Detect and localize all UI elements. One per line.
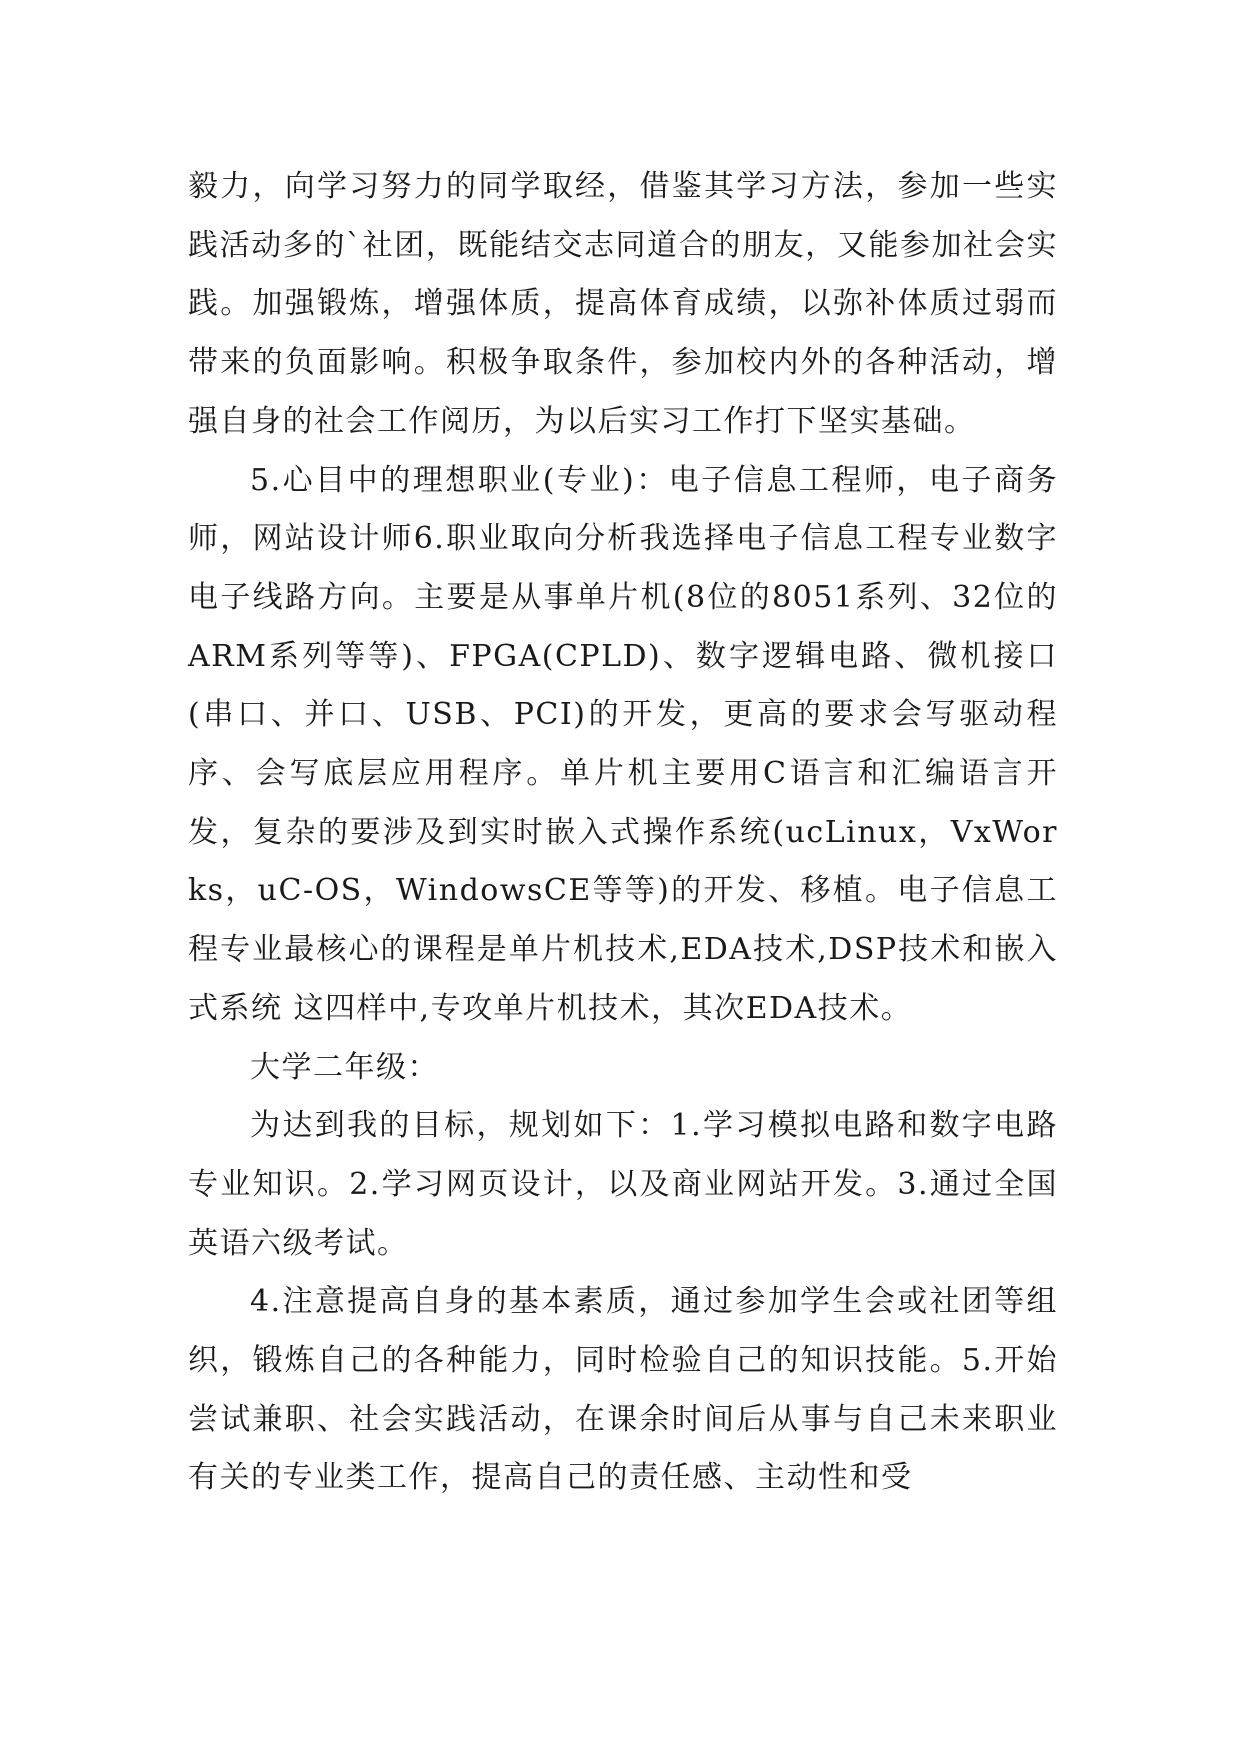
paragraph-2: 5.心目中的理想职业(专业)：电子信息工程师，电子商务师，网站设计师6.职业取向分析我选择电子信息工程专业数字电子线路方向。主要是从事单片机(8位的8051系列、32位的ARM系列等等)、FPGA(CPLD)、数字逻辑电路、微机接口(串口、并口、USB、PCI)的开发，更高的要求会写驱动程序、会写底层应用程序。单片机主要用C语言和汇编语言开发，复杂的要涉及到实时嵌入式操作系统(ucLinux，VxWorks，uC-OS，WindowsCE等等)的开发、移植。电子信息工程专业最核心的课程是单片机技术,EDA技术,DSP技术和嵌入式系统 这四样中,专攻单片机技术，其次EDA技术。: [188, 462, 1058, 1026]
paragraph-4: 为达到我的目标，规划如下：1.学习模拟电路和数字电路专业知识。2.学习网页设计，以及商业网站开发。3.通过全国英语六级考试。: [188, 1108, 1058, 1261]
paragraph-3: 大学二年级：: [250, 1049, 439, 1085]
paragraph-5: 4.注意提高自身的基本素质，通过参加学生会或社团等组织，锻炼自己的各种能力，同时检验自己的知识技能。5.开始尝试兼职、社会实践活动，在课余时间后从事与自己未来职业有关的专业类工作，提高自己的责任感、主动性和受: [188, 1284, 1058, 1496]
document-body: [188, 158, 1058, 1508]
paragraph-1: 毅力，向学习努力的同学取经，借鉴其学习方法，参加一些实践活动多的`社团，既能结交志同道合的朋友，又能参加社会实践。加强锻炼，增强体质，提高体育成绩，以弥补体质过弱而带来的负面影响。积极争取条件，参加校内外的各种活动，增强自身的社会工作阅历，为以后实习工作打下坚实基础。: [188, 169, 1058, 439]
